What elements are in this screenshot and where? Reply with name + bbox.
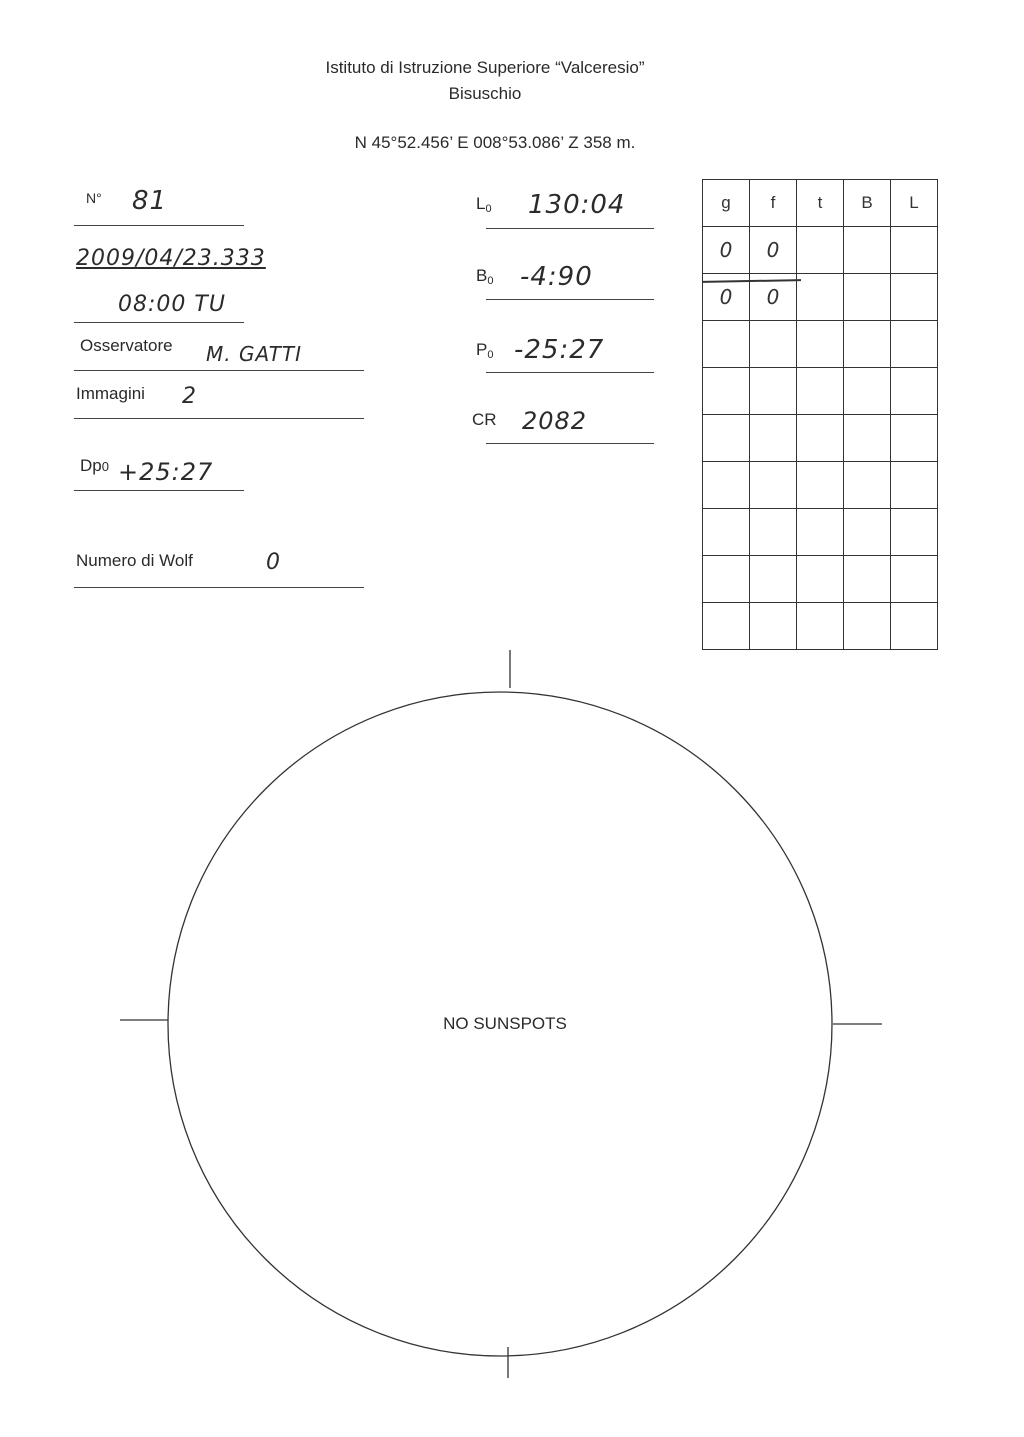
header-f: f xyxy=(750,180,797,227)
table-cell-f: 0 xyxy=(750,274,797,321)
no-sunspots-caption: NO SUNSPOTS xyxy=(443,1014,567,1033)
images-label: Immagini xyxy=(76,384,145,403)
observer-value: M. GATTI xyxy=(206,342,303,366)
cr-value: 2082 xyxy=(522,407,588,435)
header-g: g xyxy=(703,180,750,227)
number-label: N° xyxy=(86,190,102,206)
table-cell-f: 0 xyxy=(750,227,797,274)
images-value: 2 xyxy=(182,384,197,409)
number-value: 81 xyxy=(132,186,168,216)
wolf-number-value: 0 xyxy=(266,550,281,575)
p0-label: $P_0$ xyxy=(476,340,494,361)
header-l: L xyxy=(891,180,938,227)
l0-value: 130:04 xyxy=(528,190,626,220)
town-name: Bisuschio xyxy=(448,84,522,103)
dp0-label: Dp0 xyxy=(80,456,109,475)
time-value: 08:00 TU xyxy=(118,292,226,317)
institute-title: Istituto di Istruzione Superiore “Valceresio” xyxy=(325,58,645,77)
wolf-number-label: Numero di Wolf xyxy=(76,551,193,570)
header-b: B xyxy=(844,180,891,227)
header-t: t xyxy=(797,180,844,227)
observer-label: Osservatore xyxy=(80,336,173,355)
observatory-coordinates: N 45°52.456’ E 008°53.086’ Z 358 m. xyxy=(354,133,636,152)
date-value: 2009/04/23.333 xyxy=(76,246,266,271)
cr-label: CR xyxy=(472,410,497,429)
dp0-value: +25:27 xyxy=(118,458,214,486)
b0-value: -4:90 xyxy=(520,262,593,292)
table-cell-g: 0 xyxy=(703,274,750,321)
b0-label: $B_0$ xyxy=(476,266,494,287)
p0-value: -25:27 xyxy=(514,335,605,365)
table-cell-g: 0 xyxy=(703,227,750,274)
l0-label: $L_0$ xyxy=(476,194,492,215)
